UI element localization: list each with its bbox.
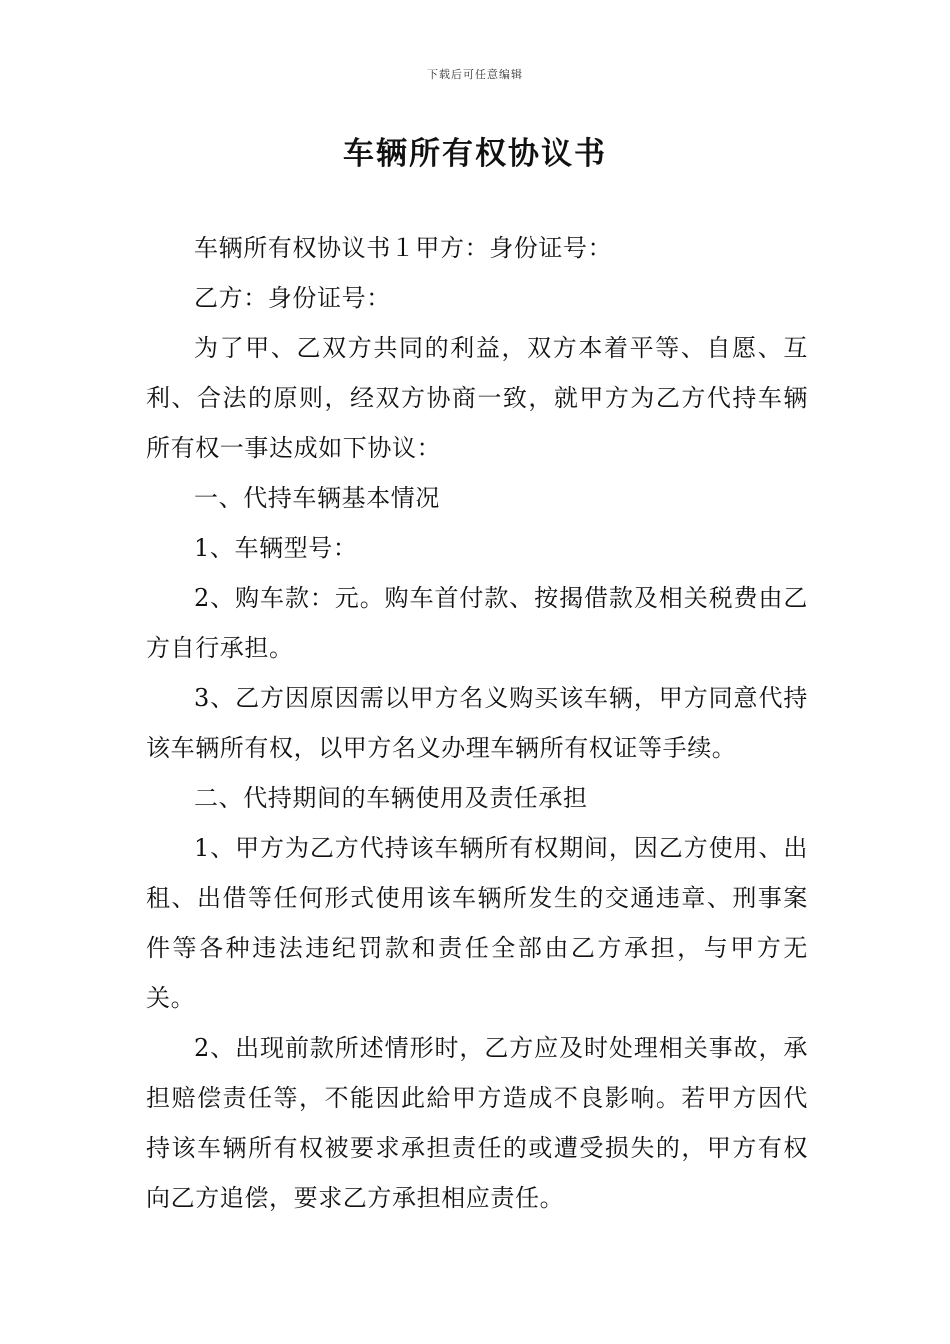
- paragraph-clause-1-3: 3、乙方因原因需以甲方名义购买该车辆，甲方同意代持该车辆所有权，以甲方名义办理车辆所有权证等手续。: [146, 684, 808, 762]
- paragraph-clause-1-2: 2、购车款：元。购车首付款、按揭借款及相关税费由乙方自行承担。: [146, 584, 808, 662]
- document-body: [146, 223, 808, 1223]
- paragraph-clause-2-1: 1、甲方为乙方代持该车辆所有权期间，因乙方使用、出租、出借等任何形式使用该车辆所发生的交通违章、刑事案件等各种违法违纪罚款和责任全部由乙方承担，与甲方无关。: [146, 834, 808, 1012]
- document-title: 车辆所有权协议书: [343, 136, 607, 172]
- section-heading-2: 二、代持期间的车辆使用及责任承担: [194, 784, 588, 812]
- header-note: 下载后可任意编辑: [427, 68, 523, 81]
- paragraph-party-a: 车辆所有权协议书１甲方：身份证号：: [194, 234, 613, 262]
- section-heading-1: 一、代持车辆基本情况: [194, 484, 440, 512]
- paragraph-clause-1-1: 1、车辆型号：: [194, 534, 358, 562]
- paragraph-clause-2-2: 2、出现前款所述情形时，乙方应及时处理相关事故，承担赔偿责任等，不能因此給甲方造成不良影响。若甲方因代持该车辆所有权被要求承担责任的或遭受损失的，甲方有权向乙方追偿，要求乙方承担相应责任。: [146, 1034, 808, 1212]
- paragraph-preamble: 为了甲、乙双方共同的利益，双方本着平等、自愿、互利、合法的原则，经双方协商一致，就甲方为乙方代持车辆所有权一事达成如下协议：: [146, 334, 808, 462]
- paragraph-party-b: 乙方：身份证号：: [194, 284, 391, 312]
